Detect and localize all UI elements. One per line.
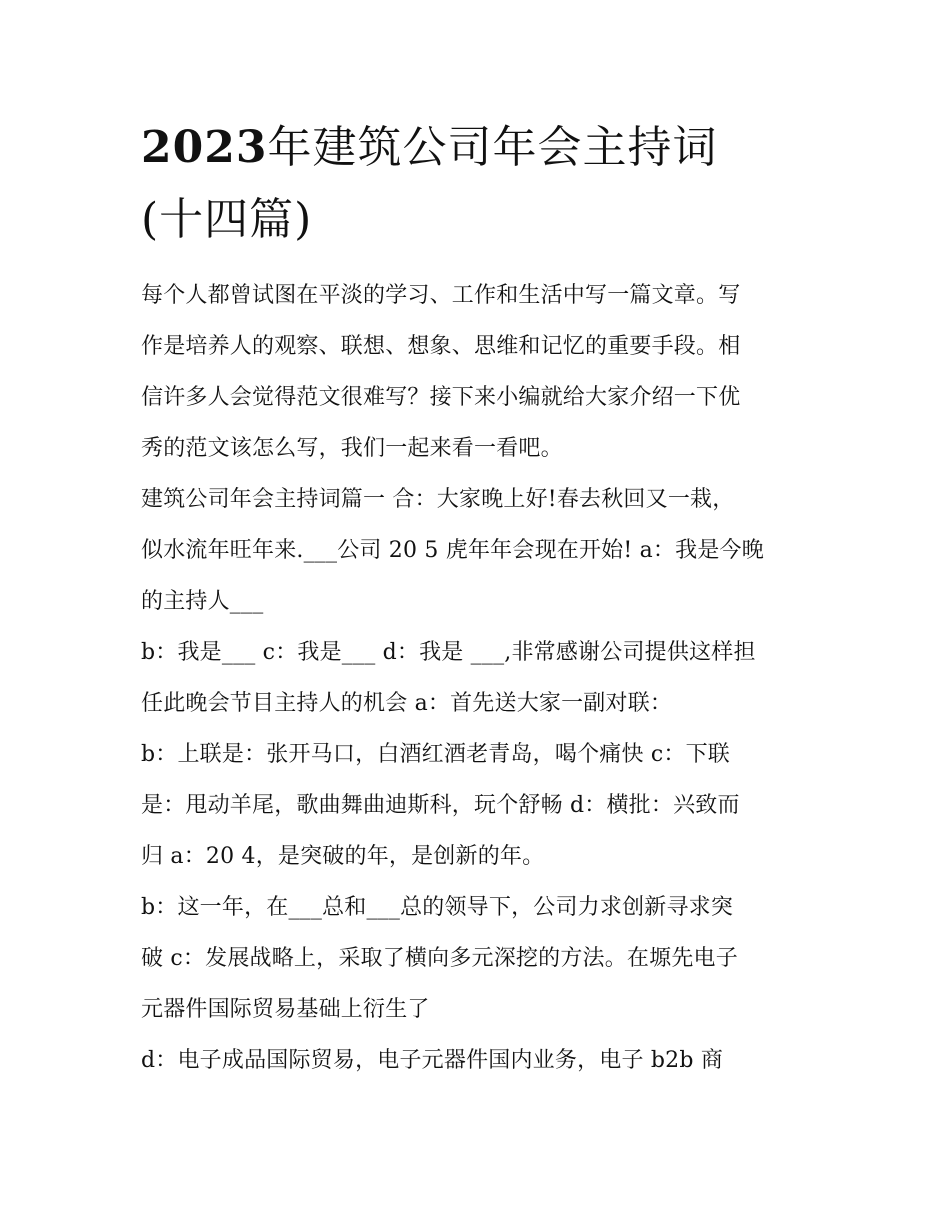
text-line: 信许多人会觉得范文很难写？接下来小编就给大家介绍一下优 — [141, 385, 741, 410]
text-line: b：我是___ c：我是___ d：我是 ___,非常感谢公司提供这样担 — [141, 640, 756, 665]
body-paragraph-2 — [141, 627, 816, 729]
intro-paragraph — [141, 270, 816, 474]
text-line: 归 a：20 4，是突破的年，是创新的年。 — [141, 844, 545, 869]
body-paragraph-5 — [141, 1035, 816, 1086]
text-line: b：上联是：张开马口，白酒红酒老青岛，喝个痛快 c：下联 — [141, 742, 730, 767]
text-line: 任此晚会节目主持人的机会 a：首先送大家一副对联： — [141, 691, 673, 716]
text-line: 似水流年旺年来.___公司 20 5 虎年年会现在开始! a：我是今晚 — [141, 538, 764, 563]
text-line: 秀的范文该怎么写，我们一起来看一看吧。 — [141, 436, 563, 461]
body-paragraph-4 — [141, 882, 816, 1035]
text-line: 破 c：发展战略上，采取了横向多元深挖的方法。在塬先电子 — [141, 946, 738, 971]
text-line: 是：甩动羊尾，歌曲舞曲迪斯科，玩个舒畅 d：横批：兴致而 — [141, 793, 740, 818]
document-content — [141, 112, 816, 1086]
text-line: 作是培养人的观察、联想、想象、思维和记忆的重要手段。相 — [141, 334, 741, 359]
document-title — [141, 112, 816, 256]
text-line: d：电子成品国际贸易，电子元器件国内业务，电子 b2b 商 — [141, 1048, 724, 1073]
text-line: 每个人都曾试图在平淡的学习、工作和生活中写一篇文章。写 — [141, 283, 741, 308]
text-line: 元器件国际贸易基础上衍生了 — [141, 997, 430, 1022]
title-year: 2023 — [141, 122, 268, 173]
title-line2: (十四篇) — [141, 194, 313, 245]
title-line1: 年建筑公司年会主持词 — [267, 122, 718, 173]
body-paragraph-1 — [141, 474, 816, 627]
text-line: 建筑公司年会主持词篇一 合：大家晚上好!春去秋回又一栽， — [141, 487, 735, 512]
body-paragraph-3 — [141, 729, 816, 882]
text-line: 的主持人___ — [141, 589, 264, 614]
text-line: b：这一年，在___总和___总的领导下，公司力求创新寻求突 — [141, 895, 734, 920]
